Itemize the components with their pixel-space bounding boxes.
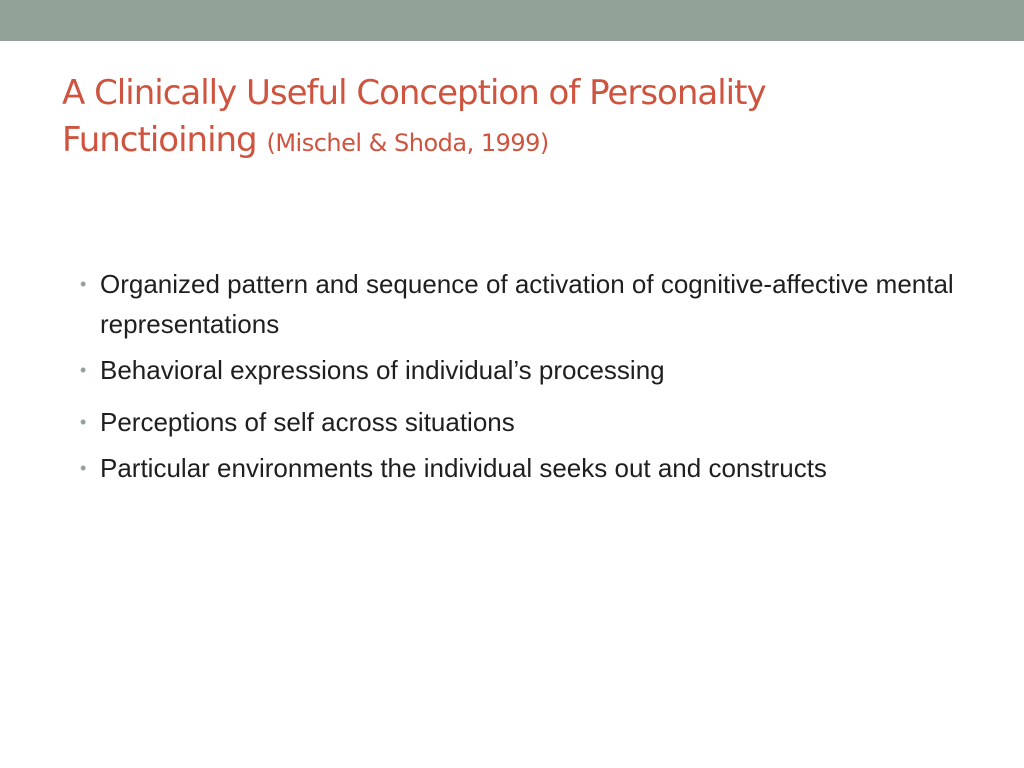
slide-title	[62, 70, 962, 167]
title-line-2: Functioining	[62, 120, 257, 160]
bullet-item	[78, 402, 958, 442]
bullet-list	[78, 264, 958, 494]
title-citation: (Mischel & Shoda, 1999)	[266, 129, 549, 157]
bullet-item	[78, 350, 958, 390]
header-bar	[0, 0, 1024, 41]
bullet-icon: •	[80, 458, 87, 478]
bullet-text: Behavioral expressions of individual’s processing	[100, 355, 665, 385]
bullet-text: Organized pattern and sequence of activation of cognitive-affective mental representations	[100, 269, 954, 339]
bullet-icon: •	[80, 360, 87, 380]
bullet-text: Particular environments the individual seeks out and constructs	[100, 453, 827, 483]
bullet-item	[78, 448, 958, 488]
bullet-icon: •	[80, 412, 87, 432]
bullet-item	[78, 264, 958, 344]
bullet-text: Perceptions of self across situations	[100, 407, 515, 437]
bullet-icon: •	[80, 274, 87, 294]
title-line-1: A Clinically Useful Conception of Personality	[62, 73, 766, 113]
